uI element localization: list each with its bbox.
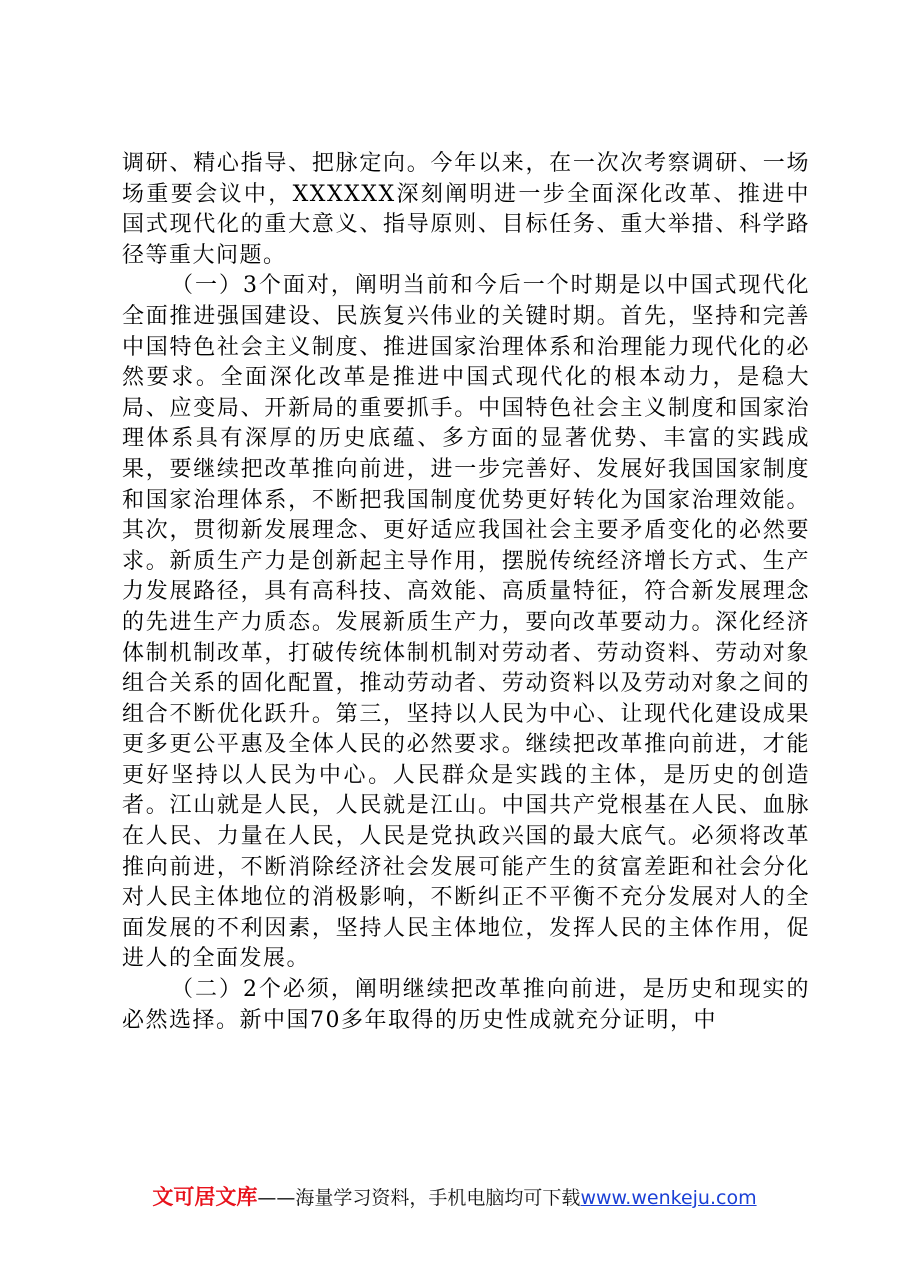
footer-slogan: ——海量学习资料，手机电脑均可下载 [257,1187,581,1209]
document-body [122,149,810,1036]
footer-site-link[interactable]: www.wenkeju.com [580,1187,757,1209]
paragraph-2: （一）3个面对，阐明当前和今后一个时期是以中国式现代化全面推进强国建设、民族复兴伟业的关键时期。首先，坚持和完善中国特色社会主义制度、推进国家治理体系和治理能力现代化的必然要求。全面深化改革是推进中国式现代化的根本动力，是稳大局、应变局、开新局的重要抓手。中国特色社会主义制度和国家治理体系具有深厚的历史底蕴、多方面的显著优势、丰富的实践成果，要继续把改革推向前进，进一步完善好、发展好我国国家制度和国家治理体系，不断把我国制度优势更好转化为国家治理效能。其次，贯彻新发展理念、更好适应我国社会主要矛盾变化的必然要求。新质生产力是创新起主导作用，摆脱传统经济增长方式、生产力发展路径，具有高科技、高效能、高质量特征，符合新发展理念的先进生产力质态。发展新质生产力，要向改革要动力。深化经济体制机制改革，打破传统体制机制对劳动者、劳动资料、劳动对象组合关系的固化配置，推动劳动者、劳动资料以及劳动对象之间的组合不断优化跃升。第三，坚持以人民为中心、让现代化建设成果更多更公平惠及全体人民的必然要求。继续把改革推向前进，才能更好坚持以人民为中心。人民群众是实践的主体，是历史的创造者。江山就是人民，人民就是江山。中国共产党根基在人民、血脉在人民、力量在人民，人民是党执政兴国的最大底气。必须将改革推向前进，不断消除经济社会发展可能产生的贫富差距和社会分化对人民主体地位的消极影响，不断纠正不平衡不充分发展对人的全面发展的不利因素，坚持人民主体地位，发挥人民的主体作用，促进人的全面发展。 [122,273,810,972]
footer-brand: 文可居文库 [152,1185,258,1209]
footer-banner [0,1183,909,1212]
paragraph-3: （二）2个必须，阐明继续把改革推向前进，是历史和现实的必然选择。新中国70多年取得的历史性成就充分证明，中 [122,977,810,1033]
paragraph-1: 调研、精心指导、把脉定向。今年以来，在一次次考察调研、一场场重要会议中，XXXXXX深刻阐明进一步全面深化改革、推进中国式现代化的重大意义、指导原则、目标任务、重大举措、科学路径等重大问题。 [122,151,810,268]
